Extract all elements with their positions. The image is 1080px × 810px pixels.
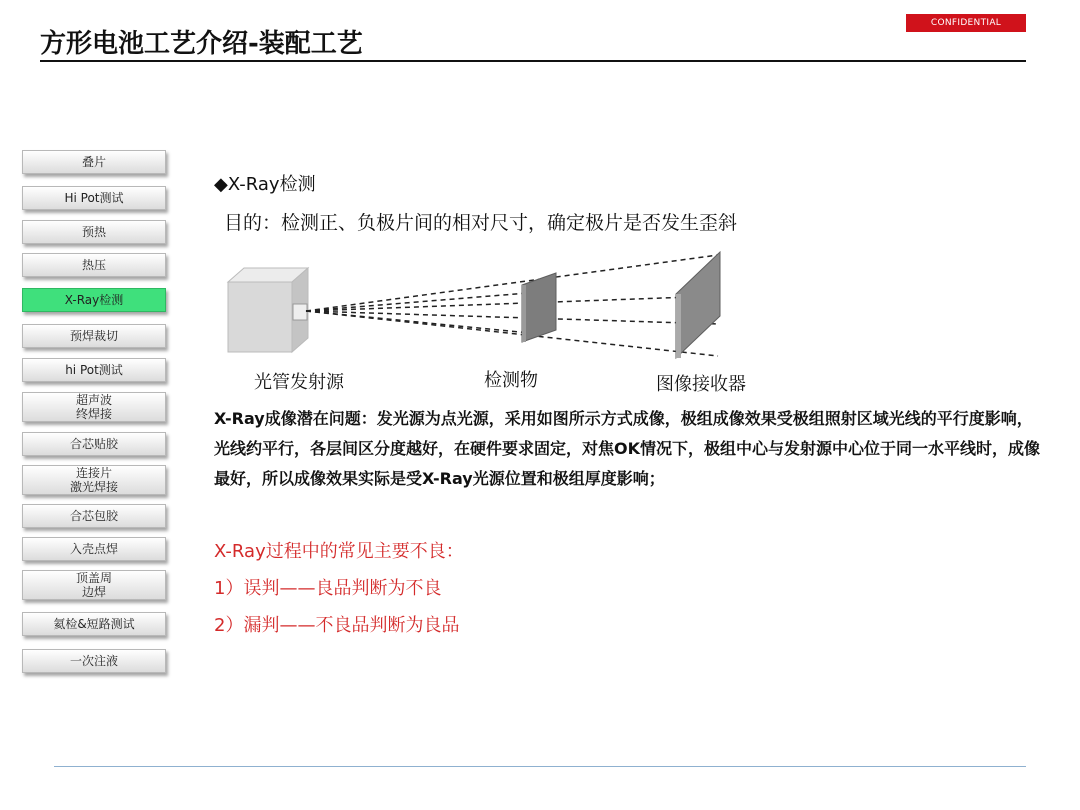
- nav-item-label: 一次注液: [69, 654, 118, 668]
- nav-item-case-spot-weld[interactable]: [22, 537, 166, 561]
- nav-item-label: 热压: [81, 258, 106, 272]
- test-object-plate-icon: [522, 273, 556, 342]
- nav-item-pre-weld-cutting[interactable]: [22, 324, 166, 348]
- xray-beam-lines: [306, 255, 718, 356]
- xray-diagram: [220, 248, 780, 402]
- nav-item-first-injection[interactable]: [22, 649, 166, 673]
- nav-item-label: 合芯贴胶: [69, 437, 118, 451]
- nav-item-label: X-Ray检测: [64, 293, 124, 307]
- problem-description: X-Ray成像潜在问题：发光源为点光源，采用如图所示方式成像，极组成像效果受极组照射区域光线的平行度影响，光线约平行，各层间区分度越好，在硬件要求固定，对焦OK情况下，极组中心与发射源中心位于同一水平线时，成像最好，所以成像效果实际是受X-Ray光源位置和极组厚度影响；: [214, 409, 1041, 488]
- nav-item-label: 入壳点焊: [69, 542, 118, 556]
- nav-item-ultrasonic-final-weld[interactable]: [22, 392, 166, 422]
- nav-item-label: 超声波: [75, 393, 112, 407]
- nav-item-label: 顶盖周: [75, 571, 112, 585]
- nav-item-hot-press[interactable]: [22, 253, 166, 277]
- defect-item: 2）漏判——不良品判断为良品: [214, 615, 460, 636]
- nav-item-label: 连接片: [75, 466, 112, 480]
- nav-item-stacking[interactable]: [22, 150, 166, 174]
- nav-item-label: 预焊裁切: [69, 329, 118, 343]
- nav-item-hipot-test-2[interactable]: [22, 358, 166, 382]
- nav-item-preheat[interactable]: [22, 220, 166, 244]
- image-receiver-plate-icon: [676, 252, 720, 358]
- nav-item-label: 终焊接: [75, 407, 112, 421]
- nav-item-label: 激光焊接: [69, 480, 118, 494]
- footer-divider: [54, 766, 1026, 767]
- confidential-badge: CONFIDENTIAL: [906, 14, 1026, 32]
- nav-item-top-cover-weld[interactable]: [22, 570, 166, 600]
- nav-item-label: 边焊: [81, 585, 106, 599]
- page-title: 方形电池工艺介绍-装配工艺: [40, 29, 363, 59]
- nav-item-label: 合芯包胶: [69, 509, 118, 523]
- nav-item-label: Hi Pot测试: [64, 191, 124, 205]
- diamond-bullet-icon: ◆: [214, 174, 228, 195]
- section-heading: [214, 170, 316, 196]
- source-label: 光管发射源: [254, 372, 344, 393]
- receiver-label: 图像接收器: [656, 374, 746, 395]
- purpose-text: 目的：检测正、负极片间的相对尺寸，确定极片是否发生歪斜: [224, 212, 738, 234]
- section-heading-text: X-Ray检测: [227, 174, 316, 195]
- nav-item-connector-laser-weld[interactable]: [22, 465, 166, 495]
- nav-item-core-wrapping[interactable]: [22, 504, 166, 528]
- nav-item-label: 氦检&短路测试: [53, 617, 135, 631]
- xray-source-box-icon: [228, 268, 308, 352]
- defect-item: 1）误判——良品判断为不良: [214, 578, 442, 599]
- nav-item-xray-inspection[interactable]: [22, 288, 166, 312]
- object-label: 检测物: [484, 370, 538, 391]
- nav-item-hipot-test[interactable]: [22, 186, 166, 210]
- defects-list: [214, 538, 464, 649]
- defects-heading: X-Ray过程中的常见主要不良：: [214, 541, 464, 562]
- nav-item-label: 预热: [81, 225, 106, 239]
- nav-item-core-taping[interactable]: [22, 432, 166, 456]
- title-divider: [40, 60, 1026, 62]
- nav-item-label: hi Pot测试: [65, 363, 123, 377]
- nav-item-label: 叠片: [81, 155, 106, 169]
- nav-item-helium-short-test[interactable]: [22, 612, 166, 636]
